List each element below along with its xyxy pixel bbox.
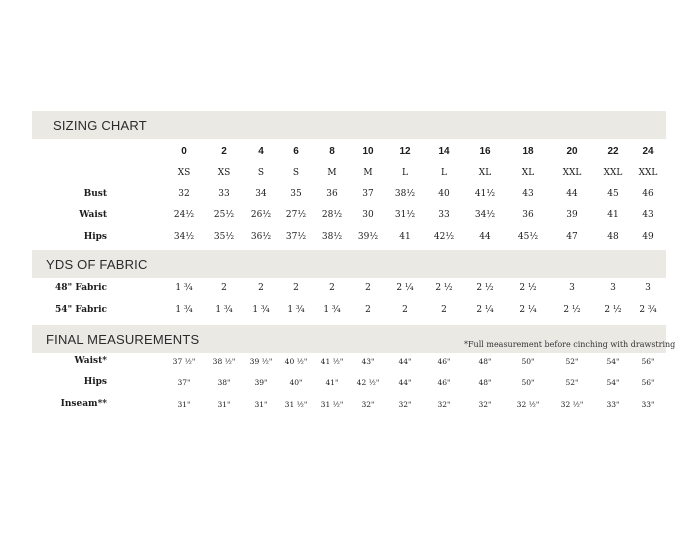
size-letter: S — [292, 168, 300, 178]
size-letter: XXL — [638, 168, 658, 178]
row-label: Waist* — [74, 356, 107, 366]
table-cell: 56" — [641, 378, 655, 387]
table-cell: 41 — [399, 232, 411, 242]
table-cell: 37" — [177, 378, 191, 387]
table-cell: 38 ½" — [212, 357, 236, 366]
table-cell: 31" — [254, 400, 268, 409]
size-number: 20 — [566, 146, 578, 157]
table-cell: 1 ¾ — [215, 305, 233, 315]
table-cell: 3 — [645, 283, 651, 293]
table-cell: 1 ¾ — [175, 305, 193, 315]
table-cell: 2 ¼ — [476, 305, 494, 315]
size-number: 12 — [399, 146, 411, 157]
row-label: Inseam** — [60, 399, 107, 409]
size-letter: XL — [478, 168, 492, 178]
table-cell: 35½ — [213, 232, 235, 242]
size-letter: S — [257, 168, 265, 178]
size-letter: M — [363, 168, 373, 178]
table-cell: 49 — [642, 232, 654, 242]
table-cell: 37½ — [285, 232, 307, 242]
table-cell: 39½ — [357, 232, 379, 242]
table-cell: 2 ½ — [604, 305, 622, 315]
size-number: 10 — [362, 146, 374, 157]
size-letter: XL — [521, 168, 535, 178]
table-cell: 31½ — [394, 210, 416, 220]
table-cell: 2 — [221, 283, 227, 293]
table-cell: 24½ — [173, 210, 195, 220]
table-cell: 2 ½ — [563, 305, 581, 315]
table-cell: 41 ½" — [320, 357, 344, 366]
table-cell: 41 — [607, 210, 619, 220]
table-cell: 45 — [607, 189, 619, 199]
table-cell: 3 — [610, 283, 616, 293]
table-cell: 52" — [565, 357, 579, 366]
size-number: 14 — [438, 146, 450, 157]
table-cell: 33 — [438, 210, 450, 220]
size-letter: XS — [177, 168, 191, 178]
table-cell: 25½ — [213, 210, 235, 220]
table-cell: 47 — [566, 232, 578, 242]
row-label: Hips — [83, 232, 107, 242]
size-number: 6 — [293, 146, 299, 157]
table-cell: 33" — [606, 400, 620, 409]
table-cell: 43" — [361, 357, 375, 366]
table-cell: 33 — [218, 189, 230, 199]
table-cell: 56" — [641, 357, 655, 366]
table-cell: 34½ — [474, 210, 496, 220]
table-cell: 31" — [217, 400, 231, 409]
table-cell: 2 ½ — [435, 283, 453, 293]
table-cell: 36 — [326, 189, 338, 199]
table-cell: 41½ — [474, 189, 496, 199]
table-cell: 38½ — [394, 189, 416, 199]
row-label: 54" Fabric — [54, 305, 107, 315]
table-cell: 48" — [478, 378, 492, 387]
table-cell: 2 — [329, 283, 335, 293]
fabric-title: YDS OF FABRIC — [46, 257, 148, 272]
table-cell: 32" — [361, 400, 375, 409]
table-cell: 2 ¼ — [519, 305, 537, 315]
table-cell: 1 ¾ — [252, 305, 270, 315]
table-cell: 52" — [565, 378, 579, 387]
table-cell: 39 ½" — [249, 357, 273, 366]
table-cell: 32 ½" — [560, 400, 584, 409]
table-cell: 1 ¾ — [175, 283, 193, 293]
table-cell: 39" — [254, 378, 268, 387]
table-cell: 32" — [478, 400, 492, 409]
table-cell: 2 ¾ — [639, 305, 657, 315]
table-cell: 2 — [402, 305, 408, 315]
table-cell: 42½ — [433, 232, 455, 242]
table-cell: 34 — [255, 189, 267, 199]
table-cell: 37 ½" — [172, 357, 196, 366]
row-label: Bust — [83, 189, 107, 199]
table-cell: 27½ — [285, 210, 307, 220]
table-cell: 32 — [178, 189, 190, 199]
table-cell: 48 — [607, 232, 619, 242]
size-number: 24 — [642, 146, 654, 157]
table-cell: 36 — [522, 210, 534, 220]
size-letter: M — [327, 168, 337, 178]
table-cell: 50" — [521, 357, 535, 366]
size-number: 16 — [479, 146, 491, 157]
table-cell: 39 — [566, 210, 578, 220]
table-cell: 44 — [479, 232, 491, 242]
table-cell: 2 ½ — [519, 283, 537, 293]
table-cell: 46 — [642, 189, 654, 199]
table-cell: 41" — [325, 378, 339, 387]
table-cell: 54" — [606, 378, 620, 387]
table-cell: 26½ — [250, 210, 272, 220]
table-cell: 36½ — [250, 232, 272, 242]
table-cell: 46" — [437, 357, 451, 366]
table-cell: 48" — [478, 357, 492, 366]
table-cell: 30 — [362, 210, 374, 220]
fabric-header-band — [32, 250, 666, 278]
table-cell: 1 ¾ — [287, 305, 305, 315]
table-cell: 44" — [398, 357, 412, 366]
size-number: 4 — [258, 146, 264, 157]
size-letter: L — [441, 168, 447, 178]
table-cell: 32 ½" — [516, 400, 540, 409]
table-cell: 2 — [293, 283, 299, 293]
table-cell: 2 ¼ — [396, 283, 414, 293]
table-cell: 2 — [441, 305, 447, 315]
table-cell: 43 — [522, 189, 534, 199]
table-cell: 31 ½" — [320, 400, 344, 409]
table-cell: 31 ½" — [284, 400, 308, 409]
sizing-chart-title: SIZING CHART — [53, 118, 147, 133]
table-cell: 40" — [289, 378, 303, 387]
row-label: Waist — [79, 210, 107, 220]
table-cell: 34½ — [173, 232, 195, 242]
table-cell: 40 — [438, 189, 450, 199]
size-letter: XXL — [562, 168, 582, 178]
table-cell: 44 — [566, 189, 578, 199]
table-cell: 32" — [437, 400, 451, 409]
table-cell: 38½ — [321, 232, 343, 242]
size-number: 22 — [607, 146, 619, 157]
table-cell: 32" — [398, 400, 412, 409]
table-cell: 2 ½ — [476, 283, 494, 293]
size-number: 2 — [221, 146, 227, 157]
table-cell: 40 ½" — [284, 357, 308, 366]
table-cell: 46" — [437, 378, 451, 387]
table-cell: 38" — [217, 378, 231, 387]
table-cell: 45½ — [517, 232, 539, 242]
size-number: 8 — [329, 146, 335, 157]
size-letter: XXL — [603, 168, 623, 178]
table-cell: 2 — [258, 283, 264, 293]
final-measurements-title: FINAL MEASUREMENTS — [46, 332, 200, 347]
row-label: Hips — [83, 377, 107, 387]
final-measurement-note: *Full measurement before cinching with drawstring — [464, 340, 676, 349]
table-cell: 28½ — [321, 210, 343, 220]
table-cell: 43 — [642, 210, 654, 220]
table-cell: 33" — [641, 400, 655, 409]
table-cell: 42 ½" — [356, 378, 380, 387]
table-cell: 37 — [362, 189, 374, 199]
table-cell: 1 ¾ — [323, 305, 341, 315]
table-cell: 50" — [521, 378, 535, 387]
size-letter: XS — [217, 168, 231, 178]
size-number: 0 — [181, 146, 187, 157]
table-cell: 54" — [606, 357, 620, 366]
table-cell: 2 — [365, 305, 371, 315]
table-cell: 31" — [177, 400, 191, 409]
row-label: 48" Fabric — [54, 283, 107, 293]
size-letter: L — [402, 168, 408, 178]
table-cell: 2 — [365, 283, 371, 293]
table-cell: 35 — [290, 189, 302, 199]
size-number: 18 — [522, 146, 534, 157]
sizing-chart-header-band — [32, 111, 666, 139]
table-cell: 44" — [398, 378, 412, 387]
table-cell: 3 — [569, 283, 575, 293]
